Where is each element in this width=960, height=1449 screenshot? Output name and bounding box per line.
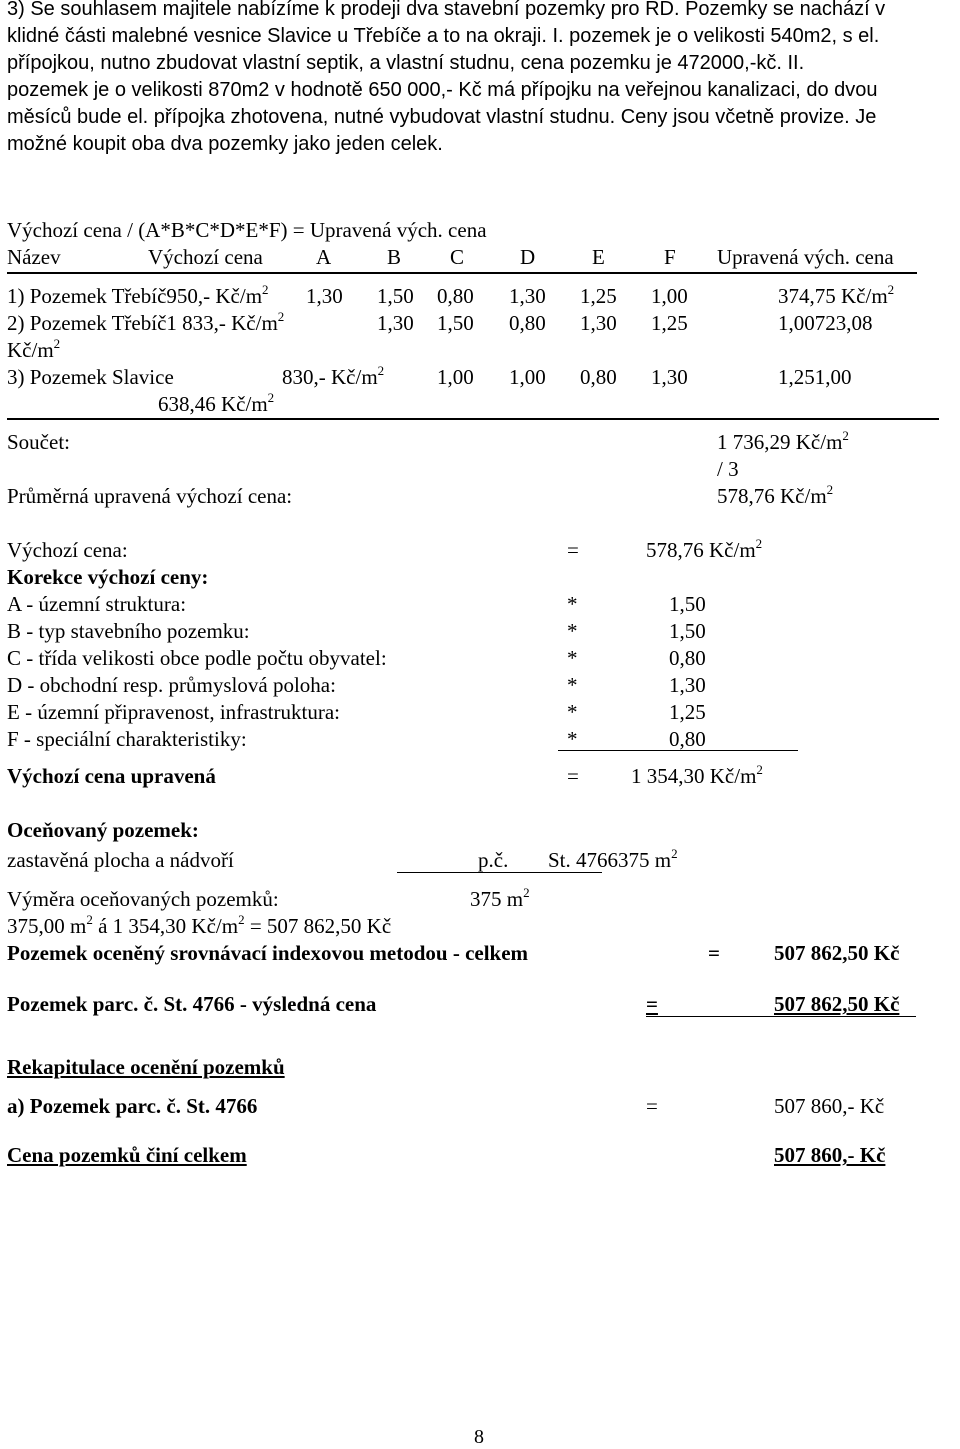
row2-a: 1,30 xyxy=(377,311,414,335)
th-result: Upravená vých. cena xyxy=(717,245,894,269)
row3-d: 1,30 xyxy=(651,365,688,389)
total-label: Pozemek oceněný srovnávací indexovou metodou - celkem xyxy=(7,941,529,965)
corr-op-c: * xyxy=(567,646,578,670)
intro-line: pozemek je o velikosti 870m2 v hodnotě 650 000,- Kč má přípojku na veřejnou kanalizaci, do dvou xyxy=(7,79,878,101)
base-label: Výchozí cena: xyxy=(7,538,128,562)
final-label: Pozemek parc. č. St. 4766 - výsledná cena xyxy=(7,992,377,1016)
corr-op-e: * xyxy=(567,700,578,724)
row2-c: 0,80 xyxy=(509,311,546,335)
row1-a: 1,30 xyxy=(306,284,343,308)
recap-row-op: = xyxy=(646,1094,658,1118)
row3-result: 638,46 $Kč/m^2$ xyxy=(158,390,275,416)
row1-e: 1,25 xyxy=(580,284,617,308)
th-name: Název xyxy=(7,245,61,269)
corr-op-b: * xyxy=(567,619,578,643)
row3-price: 830,- $Kč/m^2$ xyxy=(282,363,385,389)
corr-label-b: B - typ stavebního pozemku: xyxy=(7,619,250,643)
corr-value-f: 0,80 xyxy=(669,727,706,751)
final-value: 507 862,50 Kč xyxy=(774,992,900,1016)
corr-op-d: * xyxy=(567,673,578,697)
row3-name: 3) Pozemek Slavice xyxy=(7,365,174,389)
row2-f-result: 1,00723,08 xyxy=(778,311,873,335)
row1-c: 0,80 xyxy=(437,284,474,308)
corr-label-d: D - obchodní resp. průmyslová poloha: xyxy=(7,673,336,697)
row2-d: 1,30 xyxy=(580,311,617,335)
corr-label-e: E - územní připravenost, infrastruktura: xyxy=(7,700,340,724)
valued-row-pc: p.č. xyxy=(478,848,509,872)
row3-c: 0,80 xyxy=(580,365,617,389)
corr-op-f: * xyxy=(567,727,578,751)
row1-b: 1,50 xyxy=(377,284,414,308)
area-value: 375 $m^2$ xyxy=(470,885,530,911)
recap-total-label: Cena pozemků činí celkem xyxy=(7,1143,247,1167)
total-value: 507 862,50 Kč xyxy=(774,941,900,965)
corr-op-a: * xyxy=(567,592,578,616)
base-op: = xyxy=(567,538,579,562)
row1-d: 1,30 xyxy=(509,284,546,308)
sum-label: Součet: xyxy=(7,430,70,454)
adjusted-value: 1 354,30 $Kč/m^2$ xyxy=(631,762,763,788)
avg-value: 578,76 $Kč/m^2$ xyxy=(717,482,834,508)
adjusted-op: = xyxy=(567,764,579,788)
row3-a: 1,00 xyxy=(437,365,474,389)
divisor: / 3 xyxy=(717,457,739,481)
recap-total-value: 507 860,- Kč xyxy=(774,1143,886,1167)
area-calc: 375,00 $m^2$ á 1 354,30 $Kč/m^2 = 507$ 862,50 Kč xyxy=(7,912,392,938)
row2-b: 1,50 xyxy=(437,311,474,335)
th-price: Výchozí cena xyxy=(148,245,263,269)
intro-line: přípojkou, nutno zbudovat vlastní septik, a vlastní studnu, cena pozemku je 472000,-kč. II. xyxy=(7,52,805,74)
recap-heading: Rekapitulace ocenění pozemků xyxy=(7,1055,285,1079)
correction-rule xyxy=(558,750,798,751)
corr-value-e: 1,25 xyxy=(669,700,706,724)
corr-value-c: 0,80 xyxy=(669,646,706,670)
intro-line: 3) Se souhlasem majitele nabízíme k prodeji dva stavební pozemky pro RD. Pozemky se nachází v xyxy=(7,0,886,20)
th-c: C xyxy=(450,245,465,269)
header-rule xyxy=(7,272,917,274)
sum-value: 1 736,29 $Kč/m^2$ xyxy=(717,428,849,454)
row1-f: 1,00 xyxy=(651,284,688,308)
final-op: = xyxy=(646,992,658,1016)
corr-value-b: 1,50 xyxy=(669,619,706,643)
corr-value-a: 1,50 xyxy=(669,592,706,616)
row3-b: 1,00 xyxy=(509,365,546,389)
intro-line: možné koupit oba dva pozemky jako jeden celek. xyxy=(7,133,443,155)
avg-label: Průměrná upravená výchozí cena: xyxy=(7,484,293,508)
row2-name: 2) Pozemek Třebíč1 833,- $Kč/m^2$ xyxy=(7,309,285,335)
intro-line: klidné části malebné vesnice Slavice u Třebíče a to na okraji. I. pozemek je o velikosti 540m2, s el. xyxy=(7,25,880,47)
th-f: F xyxy=(664,245,676,269)
row2-e: 1,25 xyxy=(651,311,688,335)
th-a: A xyxy=(316,245,332,269)
corr-label-f: F - speciální charakteristiky: xyxy=(7,727,247,751)
intro-line: měsíců bude el. přípojka zhotovena, nutné vybudovat vlastní studnu. Ceny jsou včetně provize. Je xyxy=(7,106,877,128)
adjusted-label: Výchozí cena upravená xyxy=(7,764,216,788)
row2-unit: $Kč/m^2$ xyxy=(7,336,61,362)
correction-heading: Korekce výchozí ceny: xyxy=(7,565,209,589)
row1-result: 374,75 $Kč/m^2$ xyxy=(778,282,895,308)
base-value: 578,76 $Kč/m^2$ xyxy=(646,536,763,562)
corr-label-c: C - třída velikosti obce podle počtu obyvatel: xyxy=(7,646,387,670)
row1-name: 1) Pozemek Třebíč950,- $Kč/m^2$ xyxy=(7,282,269,308)
corr-value-d: 1,30 xyxy=(669,673,706,697)
row3-e-f: 1,251,00 xyxy=(778,365,852,389)
final-rule xyxy=(646,1016,916,1017)
page-number: 8 xyxy=(474,1426,484,1448)
formula-line: Výchozí cena / (A*B*C*D*E*F) = Upravená vých. cena xyxy=(7,218,487,242)
th-e: E xyxy=(592,245,605,269)
valued-row-label: zastavěná plocha a nádvoří xyxy=(7,848,234,872)
area-label: Výměra oceňovaných pozemků: xyxy=(7,887,279,911)
total-op: = xyxy=(708,941,720,965)
valued-heading: Oceňovaný pozemek: xyxy=(7,818,199,842)
valued-row-rule xyxy=(397,872,602,873)
valued-row-st: St. 4766375 $m^2$ xyxy=(548,846,678,872)
table-bottom-rule xyxy=(7,418,939,420)
corr-label-a: A - územní struktura: xyxy=(7,592,187,616)
th-b: B xyxy=(387,245,402,269)
recap-row-label: a) Pozemek parc. č. St. 4766 xyxy=(7,1094,258,1118)
th-d: D xyxy=(520,245,536,269)
recap-row-value: 507 860,- Kč xyxy=(774,1094,885,1118)
